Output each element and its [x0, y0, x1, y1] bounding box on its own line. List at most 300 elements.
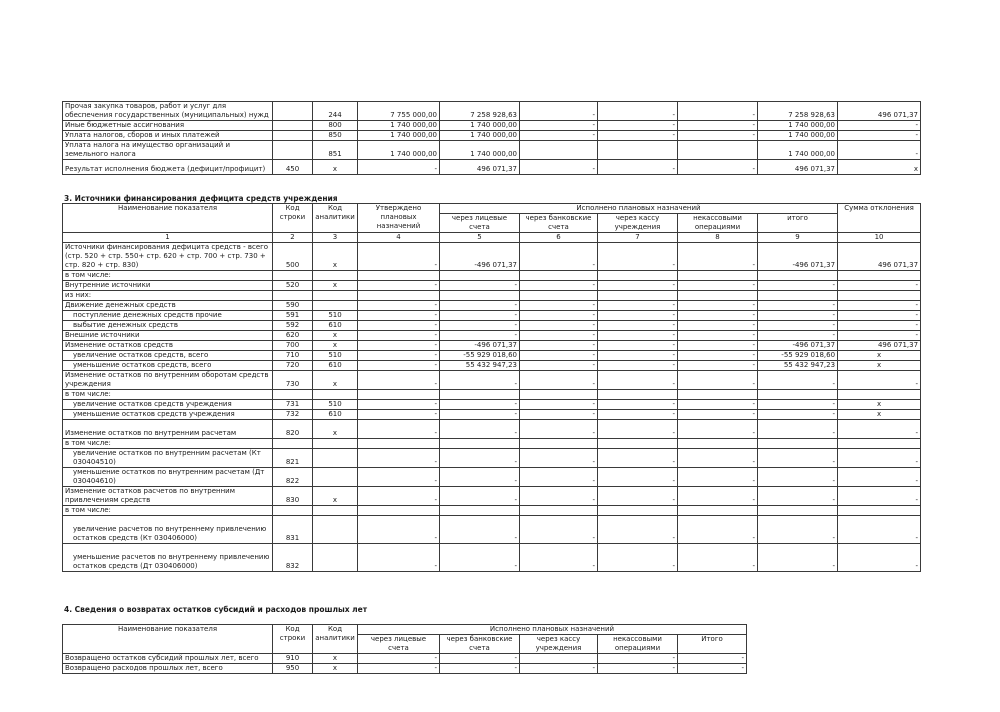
cell-bank — [520, 390, 598, 400]
cell-approved — [358, 390, 440, 400]
cell-bank: - — [520, 449, 598, 468]
cell-noncash: - — [678, 468, 758, 487]
cell-deviation: - — [838, 321, 921, 331]
column-number: 3 — [313, 233, 358, 243]
cell-noncash: - — [678, 243, 758, 271]
row-name: Внешние источники — [63, 331, 273, 341]
financing-sources-table — [62, 203, 921, 572]
cell-deviation: x — [838, 160, 921, 175]
table-row — [63, 243, 921, 271]
cell-deviation: x — [838, 351, 921, 361]
header-cash: через кассу учреждения — [598, 214, 678, 233]
cell-bank: - — [520, 341, 598, 351]
cell-deviation: - — [838, 141, 921, 160]
row-code: 732 — [273, 410, 313, 420]
cell-cash: - — [598, 243, 678, 271]
header-noncash: некассовыми операциями — [678, 214, 758, 233]
cell-cash — [598, 439, 678, 449]
cell-cash: - — [598, 301, 678, 311]
row-code: 592 — [273, 321, 313, 331]
cell-accounts: - — [440, 468, 520, 487]
cell-accounts: - — [440, 331, 520, 341]
cell-cash — [520, 654, 598, 664]
cell-approved: - — [358, 371, 440, 390]
cell-total: - — [758, 311, 838, 321]
cell-total: 1 740 000,00 — [758, 141, 838, 160]
row-analytics: 510 — [313, 400, 358, 410]
cell-bank: - — [520, 361, 598, 371]
row-analytics: 851 — [313, 141, 358, 160]
cell-cash — [598, 271, 678, 281]
row-name: уменьшение остатков средств, всего — [63, 361, 273, 371]
cell-bank — [520, 141, 598, 160]
cell-approved: - — [358, 400, 440, 410]
cell-deviation: - — [838, 544, 921, 572]
cell-approved: - — [358, 468, 440, 487]
row-name: выбытие денежных средств — [63, 321, 273, 331]
header-deviation: Сумма отклонения — [838, 204, 921, 233]
cell-bank: - — [520, 321, 598, 331]
cell-deviation — [838, 390, 921, 400]
cell-total: 1 740 000,00 — [758, 121, 838, 131]
row-code — [273, 291, 313, 301]
row-code: 910 — [273, 654, 313, 664]
row-name: в том числе: — [63, 439, 273, 449]
cell-noncash: - — [678, 121, 758, 131]
row-code: 830 — [273, 487, 313, 506]
row-name: Движение денежных средств — [63, 301, 273, 311]
table-row — [63, 160, 921, 175]
s4-header-name: Наименование показателя — [63, 625, 273, 654]
row-name: Возвращено остатков субсидий прошлых лет, всего — [63, 654, 273, 664]
row-analytics: x — [313, 341, 358, 351]
cell-cash: - — [598, 516, 678, 544]
cell-cash: - — [598, 410, 678, 420]
section4-title: 4. Сведения о возвратах остатков субсидий и расходов прошлых лет — [64, 605, 368, 614]
row-name: Изменение остатков по внутренним расчетам — [63, 420, 273, 439]
row-analytics: 800 — [313, 121, 358, 131]
cell-approved: - — [358, 301, 440, 311]
cell-total: 1 740 000,00 — [758, 131, 838, 141]
column-number: 7 — [598, 233, 678, 243]
table-row — [63, 281, 921, 291]
cell-noncash: - — [678, 102, 758, 121]
cell-noncash: - — [678, 361, 758, 371]
cell-noncash: - — [678, 131, 758, 141]
cell-accounts: -496 071,37 — [440, 243, 520, 271]
cell-approved: 1 740 000,00 — [358, 131, 440, 141]
cell-noncash: - — [678, 371, 758, 390]
cell-cash: - — [598, 544, 678, 572]
cell-bank: - — [520, 131, 598, 141]
cell-deviation: x — [838, 410, 921, 420]
cell-bank: - — [520, 420, 598, 439]
row-name: из них: — [63, 291, 273, 301]
table-row — [63, 400, 921, 410]
cell-bank: - — [520, 243, 598, 271]
row-code: 620 — [273, 331, 313, 341]
table-row — [63, 331, 921, 341]
cell-bank: - — [520, 121, 598, 131]
row-name: поступление денежных средств прочие — [63, 311, 273, 321]
header-total: итого — [758, 214, 838, 233]
cell-accounts: 1 740 000,00 — [440, 141, 520, 160]
cell-total: - — [758, 516, 838, 544]
cell-bank: - — [520, 468, 598, 487]
cell-accounts: - — [440, 400, 520, 410]
row-name: увеличение остатков средств, всего — [63, 351, 273, 361]
row-analytics: x — [313, 160, 358, 175]
column-number: 8 — [678, 233, 758, 243]
cell-deviation — [838, 291, 921, 301]
cell-total: 55 432 947,23 — [758, 361, 838, 371]
cell-noncash: - — [678, 281, 758, 291]
cell-approved: - — [358, 361, 440, 371]
table-row — [63, 131, 921, 141]
cell-bank: - — [520, 410, 598, 420]
cell-accounts — [440, 390, 520, 400]
row-name: уменьшение остатков средств учреждения — [63, 410, 273, 420]
cell-deviation — [838, 506, 921, 516]
row-analytics: x — [313, 243, 358, 271]
cell-approved: - — [358, 331, 440, 341]
cell-bank: - — [520, 160, 598, 175]
cell-total: - — [678, 664, 747, 674]
cell-approved: - — [358, 311, 440, 321]
cell-approved: - — [358, 321, 440, 331]
row-name: Прочая закупка товаров, работ и услуг для обеспечения государственных (муниципальных) нужд — [63, 102, 273, 121]
cell-noncash: - — [678, 420, 758, 439]
cell-accounts: - — [358, 664, 440, 674]
row-analytics — [313, 506, 358, 516]
cell-approved: 7 755 000,00 — [358, 102, 440, 121]
row-name: в том числе: — [63, 390, 273, 400]
row-analytics — [313, 390, 358, 400]
row-code — [273, 141, 313, 160]
table-row — [63, 351, 921, 361]
cell-deviation: - — [838, 281, 921, 291]
cell-deviation — [838, 271, 921, 281]
row-code — [273, 271, 313, 281]
header-analytics: Код аналитики — [313, 204, 358, 233]
cell-accounts — [440, 291, 520, 301]
row-name: Изменение остатков средств — [63, 341, 273, 351]
table-row — [63, 121, 921, 131]
table-row — [63, 321, 921, 331]
row-code: 831 — [273, 516, 313, 544]
cell-accounts: 55 432 947,23 — [440, 361, 520, 371]
cell-approved: - — [358, 281, 440, 291]
cell-accounts: - — [440, 487, 520, 506]
cell-accounts: - — [440, 371, 520, 390]
cell-accounts: 496 071,37 — [440, 160, 520, 175]
cell-approved: - — [358, 544, 440, 572]
cell-deviation: 496 071,37 — [838, 243, 921, 271]
table-row — [63, 516, 921, 544]
cell-bank: - — [520, 331, 598, 341]
cell-cash — [598, 141, 678, 160]
table-row — [63, 301, 921, 311]
cell-bank: - — [520, 281, 598, 291]
table-row — [63, 341, 921, 351]
cell-deviation: 496 071,37 — [838, 102, 921, 121]
cell-bank: - — [520, 351, 598, 361]
row-name: уменьшение расчетов по внутреннему привлечению остатков средств (Дт 030406000) — [63, 544, 273, 572]
cell-cash: - — [598, 121, 678, 131]
header-name: Наименование показателя — [63, 204, 273, 233]
cell-accounts: - — [440, 301, 520, 311]
cell-cash: - — [520, 664, 598, 674]
cell-total — [758, 271, 838, 281]
header-accounts: через лицевые счета — [440, 214, 520, 233]
table-row — [63, 371, 921, 390]
cell-approved: - — [358, 351, 440, 361]
row-analytics: 510 — [313, 311, 358, 321]
cell-approved: 1 740 000,00 — [358, 141, 440, 160]
cell-accounts: - — [440, 311, 520, 321]
cell-noncash — [678, 506, 758, 516]
row-code — [273, 390, 313, 400]
cell-accounts: 7 258 928,63 — [440, 102, 520, 121]
cell-total — [758, 506, 838, 516]
row-code — [273, 506, 313, 516]
cell-approved: - — [358, 243, 440, 271]
row-name: Возвращено расходов прошлых лет, всего — [63, 664, 273, 674]
cell-cash: - — [598, 311, 678, 321]
row-code: 731 — [273, 400, 313, 410]
cell-total: -55 929 018,60 — [758, 351, 838, 361]
row-analytics: x — [313, 281, 358, 291]
cell-total: - — [758, 420, 838, 439]
cell-deviation — [838, 439, 921, 449]
cell-noncash: - — [678, 341, 758, 351]
row-name: увеличение расчетов по внутреннему привлечению остатков средств (Кт 030406000) — [63, 516, 273, 544]
cell-approved: - — [358, 160, 440, 175]
cell-total: -496 071,37 — [758, 243, 838, 271]
cell-deviation: - — [838, 121, 921, 131]
cell-bank — [520, 291, 598, 301]
row-analytics: x — [313, 487, 358, 506]
row-code: 821 — [273, 449, 313, 468]
cell-cash: - — [598, 331, 678, 341]
cell-total: - — [758, 487, 838, 506]
cell-deviation: x — [838, 361, 921, 371]
row-analytics: 610 — [313, 361, 358, 371]
s4-header-accounts: через лицевые счета — [358, 635, 440, 654]
cell-total: - — [758, 371, 838, 390]
cell-accounts — [440, 271, 520, 281]
row-analytics — [313, 544, 358, 572]
row-name: Источники финансирования дефицита средств - всего (стр. 520 + стр. 550+ стр. 620 + стр. 700 + стр. 730 + стр. 820 + стр. 830) — [63, 243, 273, 271]
s4-header-cash: через кассу учреждения — [520, 635, 598, 654]
row-code: 450 — [273, 160, 313, 175]
row-analytics: 850 — [313, 131, 358, 141]
column-number: 5 — [440, 233, 520, 243]
cell-accounts: 1 740 000,00 — [440, 131, 520, 141]
row-analytics: x — [313, 664, 358, 674]
row-name: Внутренние источники — [63, 281, 273, 291]
row-analytics: 610 — [313, 321, 358, 331]
cell-deviation: - — [838, 331, 921, 341]
row-name: увеличение остатков по внутренним расчетам (Кт 030404510) — [63, 449, 273, 468]
cell-total: - — [758, 321, 838, 331]
cell-cash: - — [598, 361, 678, 371]
cell-noncash: - — [598, 664, 678, 674]
row-code: 832 — [273, 544, 313, 572]
s4-header-analytics: Код аналитики — [313, 625, 358, 654]
cell-bank: - — [520, 301, 598, 311]
row-code: 520 — [273, 281, 313, 291]
table-row — [63, 311, 921, 321]
cell-deviation: - — [838, 301, 921, 311]
cell-total: 7 258 928,63 — [758, 102, 838, 121]
row-name: в том числе: — [63, 506, 273, 516]
table-row — [63, 487, 921, 506]
row-code — [273, 121, 313, 131]
cell-cash — [598, 390, 678, 400]
cell-cash: - — [598, 468, 678, 487]
table-row — [63, 544, 921, 572]
row-analytics — [313, 271, 358, 281]
row-name: увеличение остатков средств учреждения — [63, 400, 273, 410]
row-analytics: x — [313, 420, 358, 439]
cell-cash — [598, 506, 678, 516]
cell-cash: - — [598, 160, 678, 175]
cell-noncash: - — [678, 160, 758, 175]
cell-approved: - — [358, 420, 440, 439]
cell-bank: - — [440, 654, 520, 664]
row-analytics: 610 — [313, 410, 358, 420]
cell-deviation: - — [838, 420, 921, 439]
row-code: 710 — [273, 351, 313, 361]
cell-deviation: - — [838, 371, 921, 390]
cell-total: - — [678, 654, 747, 664]
expenses-table — [62, 101, 921, 175]
cell-accounts: - — [440, 449, 520, 468]
row-analytics: 510 — [313, 351, 358, 361]
table-row — [63, 664, 747, 674]
cell-approved — [358, 439, 440, 449]
cell-noncash: - — [678, 311, 758, 321]
cell-cash: - — [598, 487, 678, 506]
row-analytics — [313, 516, 358, 544]
s4-header-noncash: некассовыми операциями — [598, 635, 678, 654]
column-number: 4 — [358, 233, 440, 243]
cell-noncash: - — [678, 516, 758, 544]
table-row — [63, 506, 921, 516]
cell-cash: - — [598, 400, 678, 410]
cell-total: - — [758, 331, 838, 341]
row-analytics: x — [313, 331, 358, 341]
cell-noncash: - — [678, 351, 758, 361]
cell-approved — [358, 506, 440, 516]
row-code: 730 — [273, 371, 313, 390]
cell-accounts: - — [440, 544, 520, 572]
cell-cash: - — [598, 420, 678, 439]
row-code — [273, 131, 313, 141]
table-row — [63, 439, 921, 449]
cell-total: 496 071,37 — [758, 160, 838, 175]
cell-total: - — [758, 301, 838, 311]
table-row — [63, 361, 921, 371]
row-name: в том числе: — [63, 271, 273, 281]
cell-noncash — [678, 291, 758, 301]
row-code: 950 — [273, 664, 313, 674]
column-number: 6 — [520, 233, 598, 243]
cell-noncash: - — [678, 410, 758, 420]
cell-deviation: - — [838, 449, 921, 468]
cell-noncash: - — [678, 449, 758, 468]
cell-total: - — [758, 468, 838, 487]
cell-noncash: - — [678, 487, 758, 506]
row-name: уменьшение остатков по внутренним расчетам (Дт 030404610) — [63, 468, 273, 487]
row-name: Изменение остатков расчетов по внутренним привлечениям средств — [63, 487, 273, 506]
cell-cash: - — [598, 102, 678, 121]
cell-total: - — [758, 544, 838, 572]
row-analytics — [313, 439, 358, 449]
cell-bank: - — [520, 544, 598, 572]
table-row — [63, 390, 921, 400]
cell-deviation: - — [838, 131, 921, 141]
row-code: 720 — [273, 361, 313, 371]
s4-header-bank: через банковские счета — [440, 635, 520, 654]
cell-accounts: -496 071,37 — [440, 341, 520, 351]
header-approved: Утверждено плановых назначений — [358, 204, 440, 233]
cell-cash: - — [598, 351, 678, 361]
cell-accounts — [440, 439, 520, 449]
row-code: 700 — [273, 341, 313, 351]
table-row — [63, 420, 921, 439]
row-code: 820 — [273, 420, 313, 439]
cell-bank: - — [520, 311, 598, 321]
cell-cash — [598, 291, 678, 301]
table-row — [63, 141, 921, 160]
s4-header-total: Итого — [678, 635, 747, 654]
cell-bank: - — [520, 516, 598, 544]
cell-noncash: - — [598, 654, 678, 664]
cell-approved — [358, 271, 440, 281]
cell-noncash — [678, 271, 758, 281]
table-row — [63, 102, 921, 121]
cell-accounts — [440, 506, 520, 516]
cell-cash: - — [598, 371, 678, 390]
cell-noncash: - — [678, 331, 758, 341]
cell-accounts: -55 929 018,60 — [440, 351, 520, 361]
cell-approved — [358, 291, 440, 301]
returns-table — [62, 624, 747, 674]
cell-noncash: - — [678, 400, 758, 410]
row-analytics: x — [313, 654, 358, 664]
row-analytics: x — [313, 371, 358, 390]
cell-deviation: x — [838, 400, 921, 410]
row-code: 591 — [273, 311, 313, 321]
cell-total — [758, 390, 838, 400]
cell-accounts: - — [440, 410, 520, 420]
cell-bank — [520, 506, 598, 516]
row-code — [273, 102, 313, 121]
table-row — [63, 449, 921, 468]
section3-title: 3. Источники финансирования дефицита средств учреждения — [64, 194, 338, 203]
row-code: 590 — [273, 301, 313, 311]
cell-accounts: 1 740 000,00 — [440, 121, 520, 131]
cell-approved: - — [358, 487, 440, 506]
row-name: Иные бюджетные ассигнования — [63, 121, 273, 131]
cell-deviation: - — [838, 311, 921, 321]
cell-bank — [520, 439, 598, 449]
table-row — [63, 468, 921, 487]
column-number: 2 — [273, 233, 313, 243]
cell-bank: - — [440, 664, 520, 674]
